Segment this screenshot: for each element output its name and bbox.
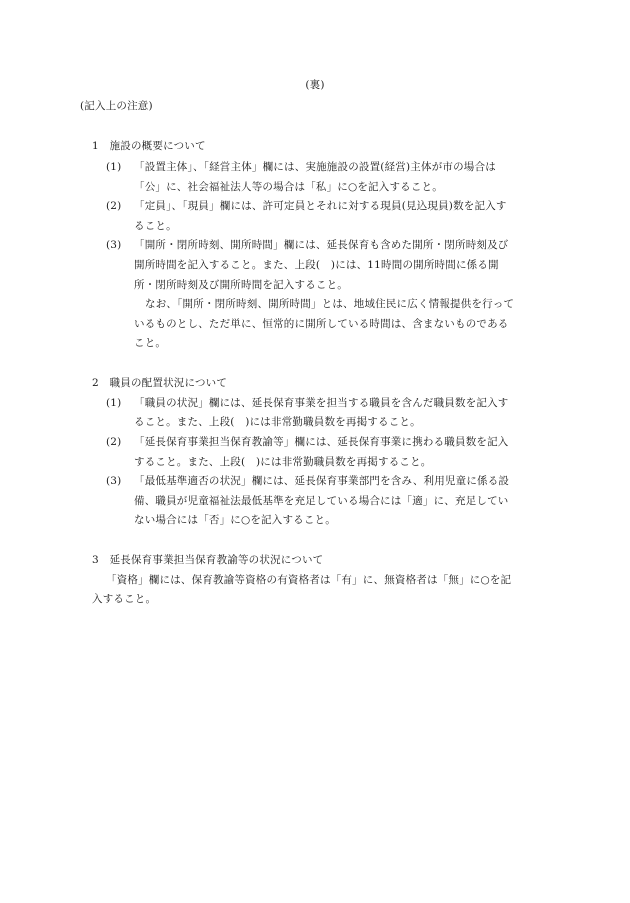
s2-item1-line: 「職員の状況」欄には、延長保育事業を担当する職員を含んだ職員数を記入す xyxy=(134,397,509,409)
s1-item3-note-line: いるものとし、ただ単に、恒常的に開所している時間は、含まないものである xyxy=(134,318,509,330)
s3-line: 入すること。 xyxy=(92,593,157,605)
s1-item3-note-line: なお、「開所・閉所時刻、開所時間」とは、地域住民に広く情報提供を行って xyxy=(145,298,515,310)
s1-item2-line: 「定員」、「現員」欄には、許可定員とそれに対する現員(見込現員)数を記入す xyxy=(134,200,507,212)
s1-item2-line: ること。 xyxy=(134,220,177,232)
s2-item1-line: ること。また、上段( )には非常勤職員数を再掲すること。 xyxy=(134,416,421,428)
s1-item1-line: 「公」に、社会福祉法人等の場合は「私」に○を記入すること。 xyxy=(134,181,443,193)
s2-item3-line: 「最低基準適否の状況」欄には、延長保育事業部門を含み、利用児童に係る設 xyxy=(134,475,510,487)
s2-item2-line: すること。また、上段( )には非常勤職員数を再掲すること。 xyxy=(134,456,432,468)
s1-item3-line: 「開所・閉所時刻、開所時間」欄には、延長保育も含めた開所・閉所時刻及び xyxy=(134,239,509,251)
s2-item3-number: (3) xyxy=(106,475,122,487)
s1-item3-line: 所・閉所時刻及び開所時間を記入すること。 xyxy=(134,279,348,291)
s1-item1-line: 「設置主体」、「経営主体」欄には、実施施設の設置(経営)主体が市の場合は xyxy=(134,161,496,173)
s1-item3-note-line: こと。 xyxy=(134,337,167,349)
s1-item2-number: (2) xyxy=(106,200,122,212)
s1-item1-number: (1) xyxy=(106,161,122,173)
section-1-heading: 1 施設の概要について xyxy=(92,140,206,152)
s2-item2-line: 「延長保育事業担当保育教諭等」欄には、延長保育事業に携わる職員数を記入 xyxy=(134,436,509,448)
s3-line: 「資格」欄には、保育教諭等資格の有資格者は「有」に、無資格者は「無」に○を記 xyxy=(106,574,512,586)
page-side-label: (裏) xyxy=(305,79,325,91)
s2-item1-number: (1) xyxy=(106,397,122,409)
s2-item3-line: ない場合には「否」に○を記入すること。 xyxy=(134,514,336,526)
s1-item3-line: 開所時間を記入すること。また、上段( )には、11時間の開所時間に係る開 xyxy=(134,259,499,271)
s2-item2-number: (2) xyxy=(106,436,122,448)
section-3-heading: 3 延長保育事業担当保育教諭等の状況について xyxy=(92,554,324,566)
s2-item3-line: 備、職員が児童福祉法最低基準を充足している場合には「適」に、充足してい xyxy=(134,495,509,507)
s1-item3-number: (3) xyxy=(106,239,122,251)
section-2-heading: 2 職員の配置状況について xyxy=(92,377,228,389)
notes-title: (記入上の注意) xyxy=(80,100,153,112)
